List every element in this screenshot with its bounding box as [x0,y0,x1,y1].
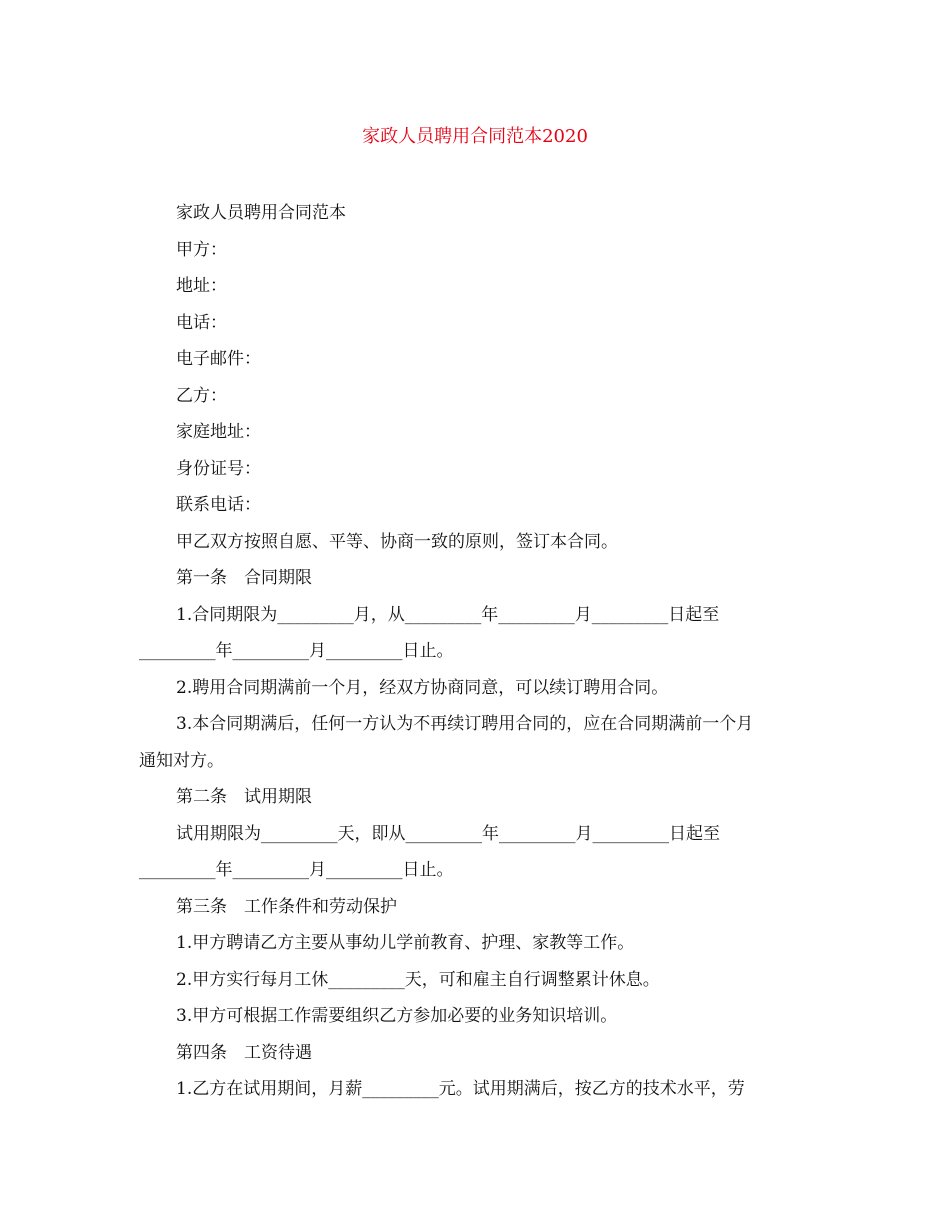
clause-1-3-line-1: 3.本合同期满后，任何一方认为不再续订聘用合同的，应在合同期满前一个月 [176,714,754,734]
field-id-number: 身份证号： [176,458,261,479]
paragraph-subtitle: 家政人员聘用合同范本 [176,203,346,223]
clause-2-line-1: 试用期限为_________天，即从_________年_________月_________日起至 [176,823,720,844]
paragraph-principle: 甲乙双方按照自愿、平等、协商一致的原则，签订本合同。 [176,531,618,552]
field-home-address: 家庭地址： [176,422,261,442]
field-phone: 电话： [176,312,227,333]
clause-1-3-line-2: 通知对方。 [139,750,224,771]
clause-4-1: 1.乙方在试用期间，月薪_________元。试用期满后，按乙方的技术水平，劳 [176,1079,745,1099]
article-heading-4: 第四条 工资待遇 [176,1042,312,1063]
field-party-a: 甲方： [176,239,227,260]
clause-3-3: 3.甲方可根据工作需要组织乙方参加必要的业务知识培训。 [176,1006,618,1026]
document-body [139,195,809,1108]
clause-3-2: 2.甲方实行每月工休_________天，可和雇主自行调整累计休息。 [176,969,660,990]
clause-1-2: 2.聘用合同期满前一个月，经双方协商同意，可以续订聘用合同。 [176,677,669,698]
clause-3-1: 1.甲方聘请乙方主要从事幼儿学前教育、护理、家教等工作。 [176,933,635,953]
field-contact-phone: 联系电话： [176,495,261,515]
field-party-b: 乙方： [176,385,227,406]
article-heading-1: 第一条 合同期限 [176,568,312,588]
article-heading-2: 第二条 试用期限 [176,787,312,807]
article-heading-3: 第三条 工作条件和劳动保护 [176,896,397,917]
field-address: 地址： [176,276,227,296]
clause-1-1-line-1: 1.合同期限为_________月，从_________年_________月_________日起至 [176,604,720,625]
document-title: 家政人员聘用合同范本2020 [362,126,588,147]
clause-1-1-line-2: _________年_________月_________日止。 [139,641,454,661]
clause-2-line-2: _________年_________月_________日止。 [139,860,454,880]
field-email: 电子邮件： [176,349,261,369]
